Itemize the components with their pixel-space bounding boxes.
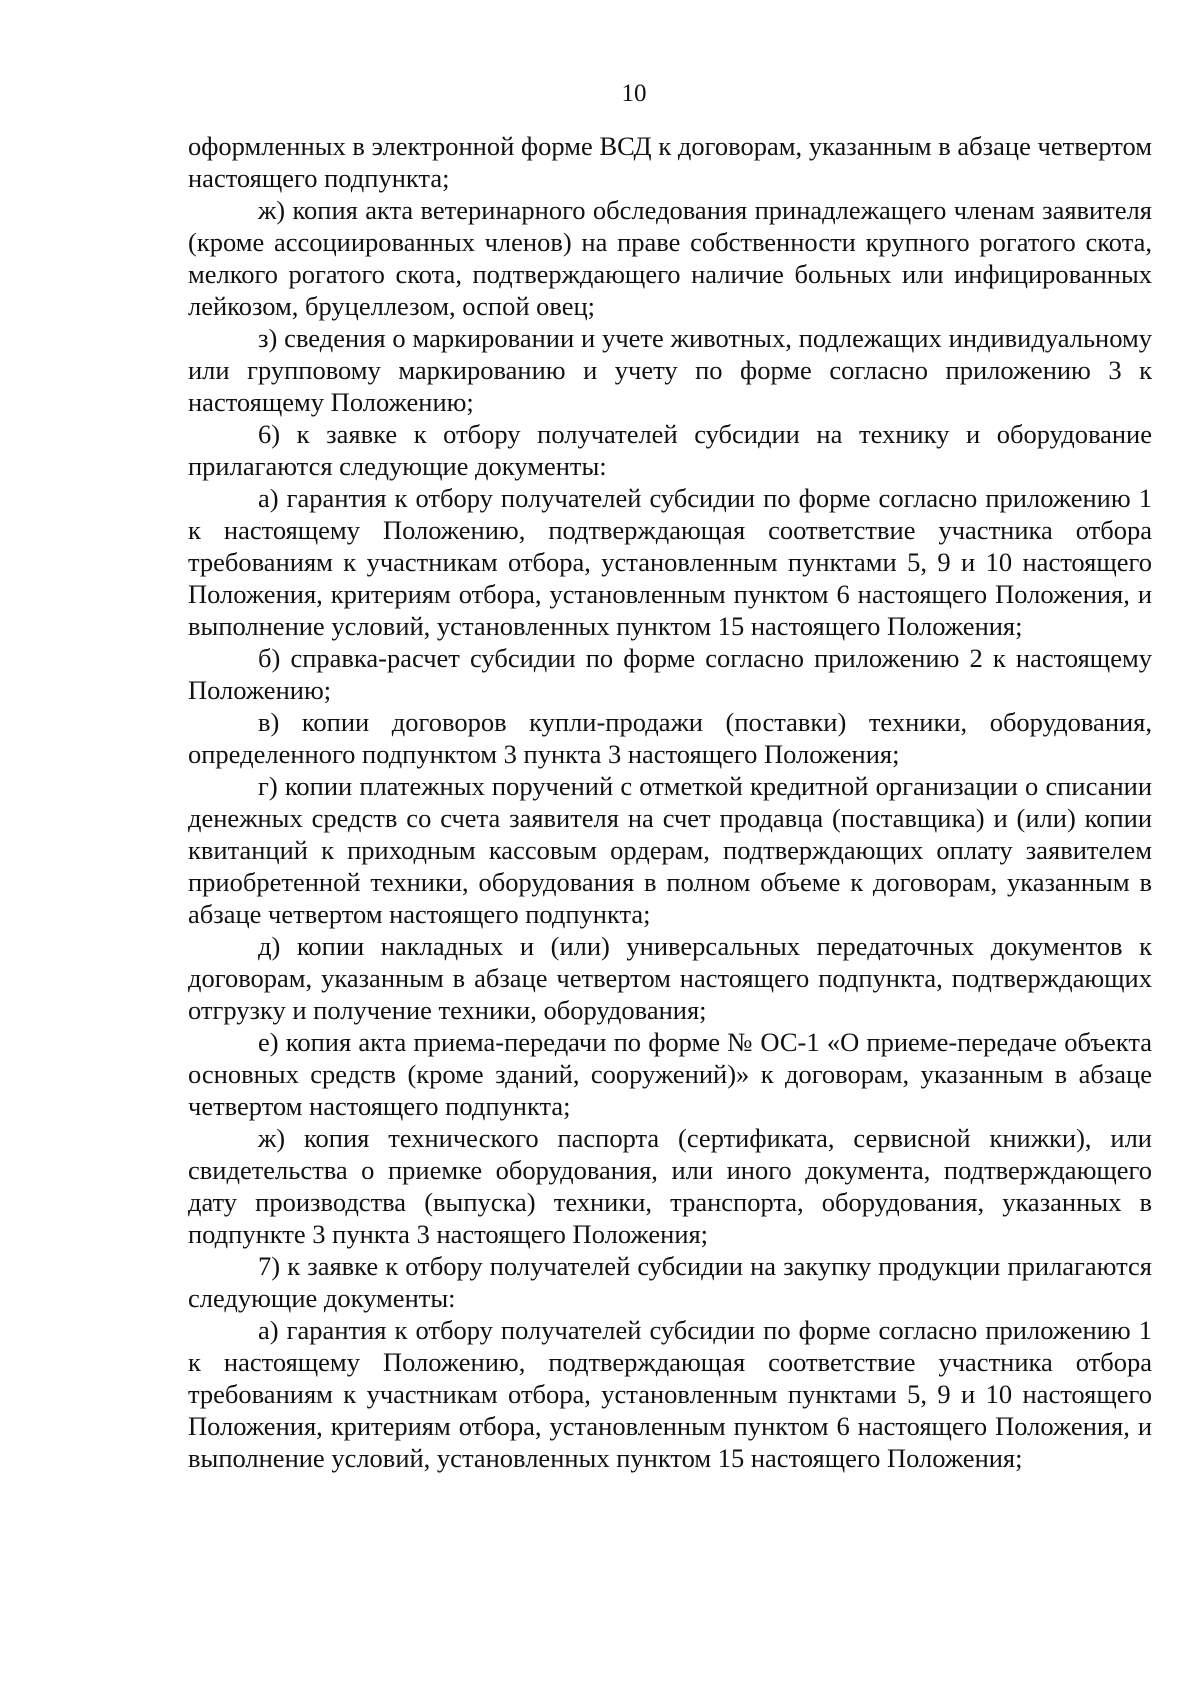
document-body xyxy=(188,130,1152,1474)
paragraph: д) копии накладных и (или) универсальных передаточных документов к договорам, указанным в абзаце четвертом настоящего подпункта, подтверждающих отгрузку и получение техники, оборудования; xyxy=(188,931,1152,1025)
paragraph: ж) копия акта ветеринарного обследования принадлежащего членам заявителя (кроме ассоциированных членов) на праве собственности крупного рогатого скота, мелкого рогатого скота, подтверждающего наличие больных или инфицированных лейкозом, бруцеллезом, оспой овец; xyxy=(188,195,1152,321)
paragraph: а) гарантия к отбору получателей субсидии по форме согласно приложению 1 к настоящему Положению, подтверждающая соответствие участника отбора требованиям к участникам отбора, установленным пунктами 5, 9 и 10 настоящего Положения, критериям отбора, установленным пунктом 6 настоящего Положения, и выполнение условий, установленных пунктом 15 настоящего Положения; xyxy=(188,483,1152,641)
paragraph: 7) к заявке к отбору получателей субсидии на закупку продукции прилагаются следующие документы: xyxy=(188,1251,1152,1313)
paragraph: г) копии платежных поручений с отметкой кредитной организации о списании денежных средств со счета заявителя на счет продавца (поставщика) и (или) копии квитанций к приходным кассовым ордерам, подтверждающих оплату заявителем приобретенной техники, оборудования в полном объеме к договорам, указанным в абзаце четвертом настоящего подпункта; xyxy=(188,771,1152,929)
paragraph: оформленных в электронной форме ВСД к договорам, указанным в абзаце четвертом настоящего подпункта; xyxy=(188,131,1152,193)
paragraph: з) сведения о маркировании и учете животных, подлежащих индивидуальному или групповому маркированию и учету по форме согласно приложению 3 к настоящему Положению; xyxy=(188,323,1152,417)
paragraph: ж) копия технического паспорта (сертификата, сервисной книжки), или свидетельства о приемке оборудования, или иного документа, подтверждающего дату производства (выпуска) техники, транспорта, оборудования, указанных в подпункте 3 пункта 3 настоящего Положения; xyxy=(188,1123,1152,1249)
paragraph: в) копии договоров купли-продажи (поставки) техники, оборудования, определенного подпунктом 3 пункта 3 настоящего Положения; xyxy=(188,707,1152,769)
paragraph: 6) к заявке к отбору получателей субсидии на технику и оборудование прилагаются следующие документы: xyxy=(188,419,1152,481)
paragraph: а) гарантия к отбору получателей субсидии по форме согласно приложению 1 к настоящему Положению, подтверждающая соответствие участника отбора требованиям к участникам отбора, установленным пунктами 5, 9 и 10 настоящего Положения, критериям отбора, установленным пунктом 6 настоящего Положения, и выполнение условий, установленных пунктом 15 настоящего Положения; xyxy=(188,1315,1152,1473)
page-number: 10 xyxy=(621,80,647,107)
paragraph: б) справка-расчет субсидии по форме согласно приложению 2 к настоящему Положению; xyxy=(188,643,1152,705)
paragraph: е) копия акта приема-передачи по форме № ОС-1 «О приеме-передаче объекта основных средств (кроме зданий, сооружений)» к договорам, указанным в абзаце четвертом настоящего подпункта; xyxy=(188,1027,1152,1121)
